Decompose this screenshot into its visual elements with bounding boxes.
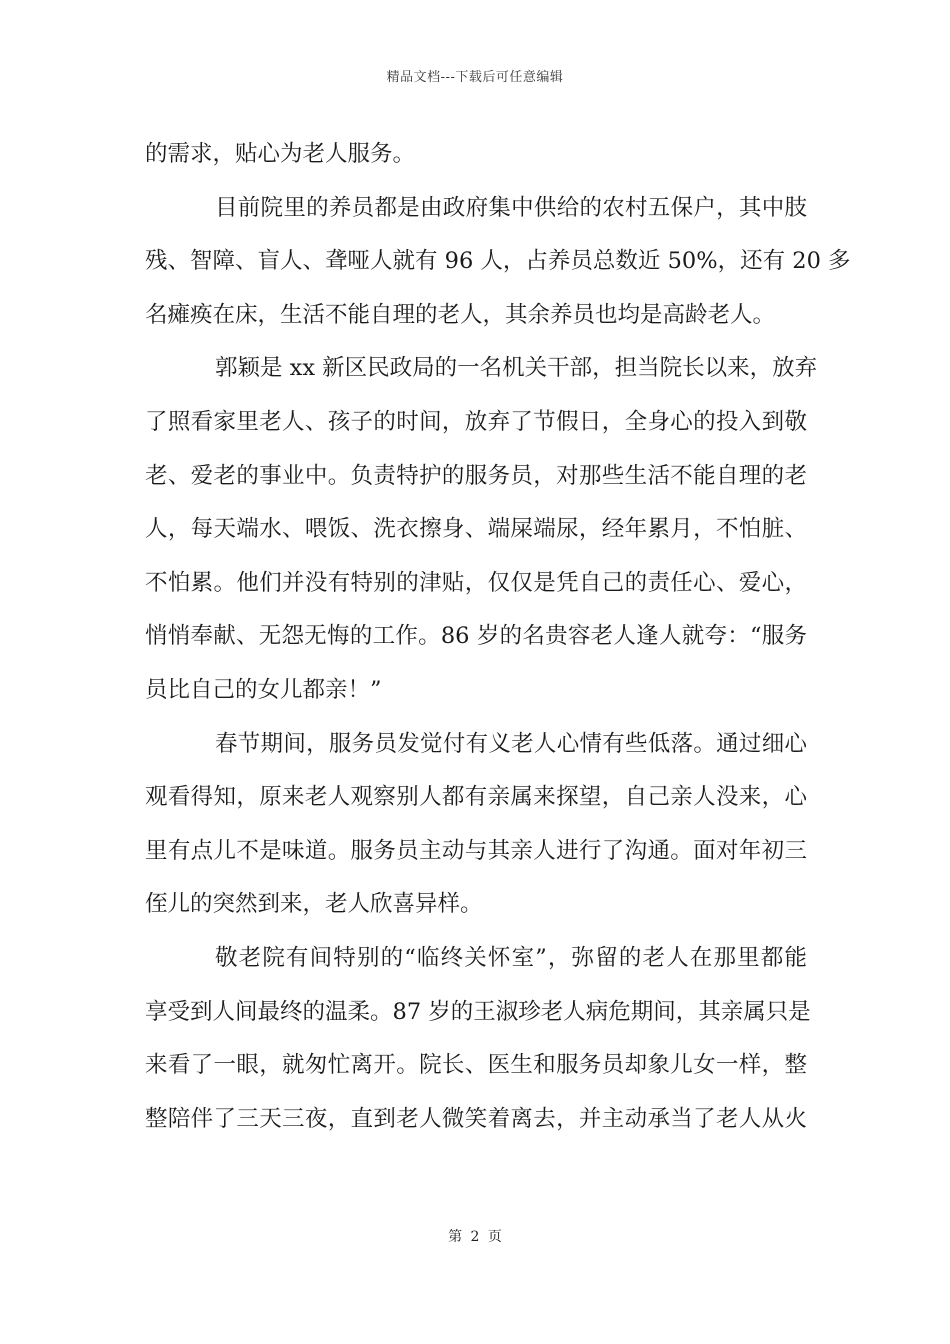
text-line: 了照看家里老人、孩子的时间，放弃了节假日，全身心的投入到敬 [145, 408, 807, 435]
text-line: 残、智障、盲人、聋哑人就有 96 人，占养员总数近 50%，还有 20 多 [145, 248, 851, 275]
text-line: 悄悄奉献、无怨无悔的工作。86 岁的名贵容老人逢人就夸：“服务 [145, 623, 807, 650]
text-line: 里有点儿不是味道。服务员主动与其亲人进行了沟通。面对年初三 [145, 837, 807, 864]
text-line: 人，每天端水、喂饭、洗衣擦身、端屎端尿，经年累月，不怕脏、 [145, 516, 807, 543]
text-line: 目前院里的养员都是由政府集中供给的农村五保户，其中肢 [215, 194, 807, 221]
text-line: 员比自己的女儿都亲！” [145, 676, 382, 703]
text-line: 老、爱老的事业中。负责特护的服务员，对那些生活不能自理的老 [145, 462, 807, 489]
page-header: 精品文档---下载后可任意编辑 [386, 70, 564, 85]
text-line: 享受到人间最终的温柔。87 岁的王淑珍老人病危期间，其亲属只是 [145, 998, 811, 1025]
text-line: 来看了一眼，就匆忙离开。院长、医生和服务员却象儿女一样，整 [145, 1052, 807, 1079]
text-line: 的需求，贴心为老人服务。 [145, 141, 416, 167]
text-line: 名瘫痪在床，生活不能自理的老人，其余养员也均是高龄老人。 [145, 301, 776, 328]
document-body [145, 128, 851, 1146]
text-line: 不怕累。他们并没有特别的津贴，仅仅是凭自己的责任心、爱心， [145, 569, 807, 596]
text-line: 春节期间，服务员发觉付有义老人心情有些低落。通过细心 [215, 730, 807, 757]
text-line: 整陪伴了三天三夜，直到老人微笑着离去，并主动承当了老人从火 [145, 1105, 807, 1132]
text-line: 侄儿的突然到来，老人欣喜异样。 [145, 891, 483, 918]
text-line: 观看得知，原来老人观察别人都有亲属来探望，自己亲人没来，心 [145, 784, 807, 811]
page-number: 第 2 页 [448, 1229, 502, 1245]
text-line: 郭颖是 xx 新区民政局的一名机关干部，担当院长以来，放弃 [215, 355, 818, 382]
text-line: 敬老院有间特别的“临终关怀室”，弥留的老人在那里都能 [215, 944, 807, 971]
